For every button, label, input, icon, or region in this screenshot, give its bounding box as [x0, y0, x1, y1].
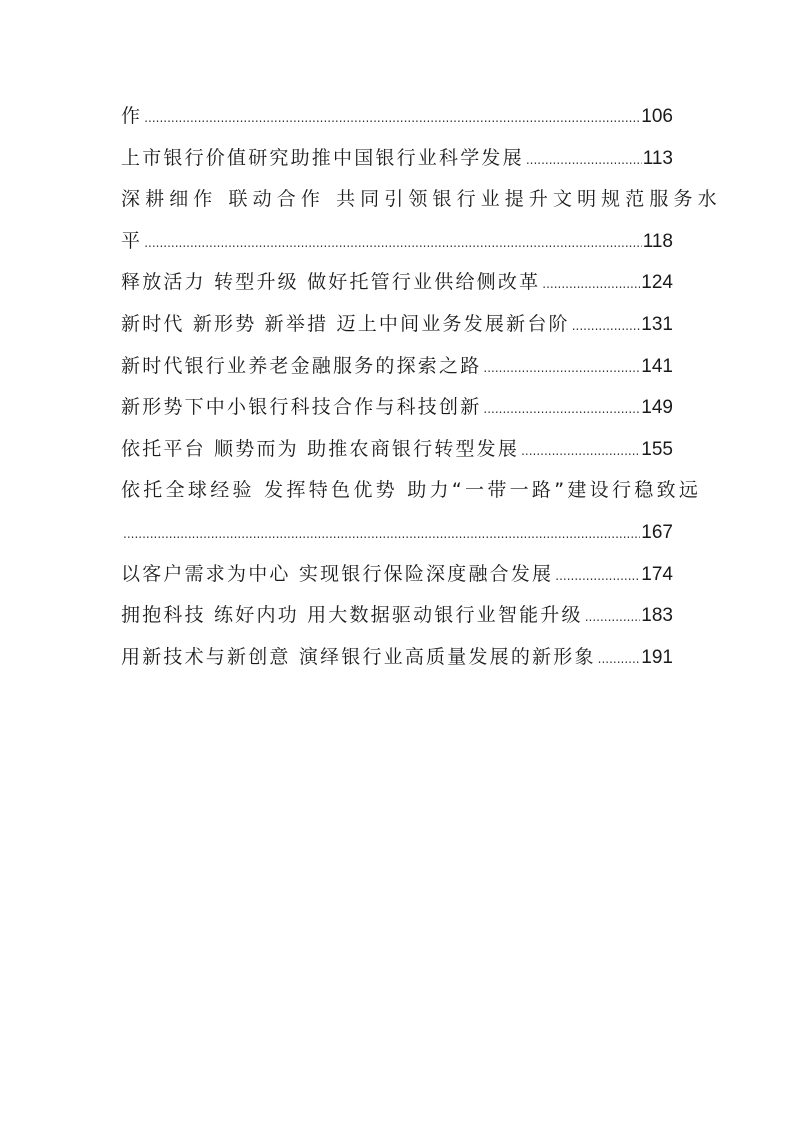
- toc-page-number: 124: [641, 272, 673, 294]
- toc-page-number: 149: [641, 397, 673, 419]
- toc-page-number: 131: [641, 313, 673, 335]
- toc-dot-leader: [542, 264, 640, 306]
- toc-entry[interactable]: [121, 512, 673, 554]
- toc-page-number: 155: [641, 438, 673, 460]
- toc-dot-leader: [585, 597, 641, 639]
- toc-page-number: 106: [641, 106, 673, 127]
- toc-entry-title: 平: [121, 229, 143, 252]
- toc-entry-title: 以客户需求为中心 实现银行保险深度融合发展: [121, 562, 554, 585]
- table-of-contents: [121, 96, 722, 678]
- toc-dot-leader: [598, 639, 641, 681]
- toc-dot-leader: [521, 431, 640, 473]
- toc-entry-title: 用新技术与新创意 演绎银行业高质量发展的新形象: [121, 645, 596, 668]
- toc-page-number: 191: [641, 646, 673, 668]
- toc-dot-leader: [572, 306, 641, 348]
- toc-entry[interactable]: [121, 470, 702, 512]
- toc-entry[interactable]: [121, 346, 673, 388]
- toc-dot-leader: [144, 98, 640, 140]
- toc-dot-leader: [123, 514, 640, 556]
- toc-entry[interactable]: [121, 221, 673, 263]
- toc-entry[interactable]: [121, 262, 673, 304]
- toc-entry[interactable]: [121, 138, 673, 180]
- toc-entry[interactable]: [121, 595, 673, 637]
- toc-entry-title: 拥抱科技 练好内功 用大数据驱动银行业智能升级: [121, 604, 583, 627]
- toc-page-number: 113: [642, 147, 673, 169]
- toc-entry-title: 新形势下中小银行科技合作与科技创新: [121, 396, 482, 419]
- toc-entry-title: 作: [121, 105, 143, 127]
- toc-dot-leader: [526, 140, 642, 182]
- toc-page-number: 174: [641, 563, 673, 585]
- toc-entry[interactable]: [121, 637, 673, 679]
- toc-entry[interactable]: [121, 96, 673, 138]
- toc-page-number: 167: [641, 521, 673, 543]
- toc-dot-leader: [555, 556, 640, 598]
- toc-entry-title: 释放活力 转型升级 做好托管行业供给侧改革: [121, 271, 541, 294]
- toc-entry[interactable]: [121, 429, 673, 471]
- toc-entry-title: 上市银行价值研究助推中国银行业科学发展: [121, 146, 524, 169]
- toc-entry-title: 依托全球经验 发挥特色优势 助力“一带一路”建设行稳致远: [121, 479, 702, 502]
- toc-dot-leader: [144, 223, 642, 265]
- toc-entry[interactable]: [121, 387, 673, 429]
- toc-entry-title: 新时代银行业养老金融服务的探索之路: [121, 354, 482, 377]
- toc-entry[interactable]: [121, 304, 673, 346]
- toc-page-number: 141: [641, 355, 673, 377]
- toc-page-number: 118: [642, 230, 673, 252]
- toc-entry-title: 深耕细作 联动合作 共同引领银行业提升文明规范服务水: [121, 188, 722, 211]
- toc-dot-leader: [483, 389, 640, 431]
- toc-entry[interactable]: [121, 179, 722, 221]
- toc-entry[interactable]: [121, 554, 673, 596]
- toc-entry-title: 依托平台 顺势而为 助推农商银行转型发展: [121, 437, 520, 460]
- toc-entry-title: 新时代 新形势 新举措 迈上中间业务发展新台阶: [121, 312, 570, 335]
- toc-dot-leader: [483, 348, 640, 390]
- toc-page-number: 183: [641, 605, 673, 627]
